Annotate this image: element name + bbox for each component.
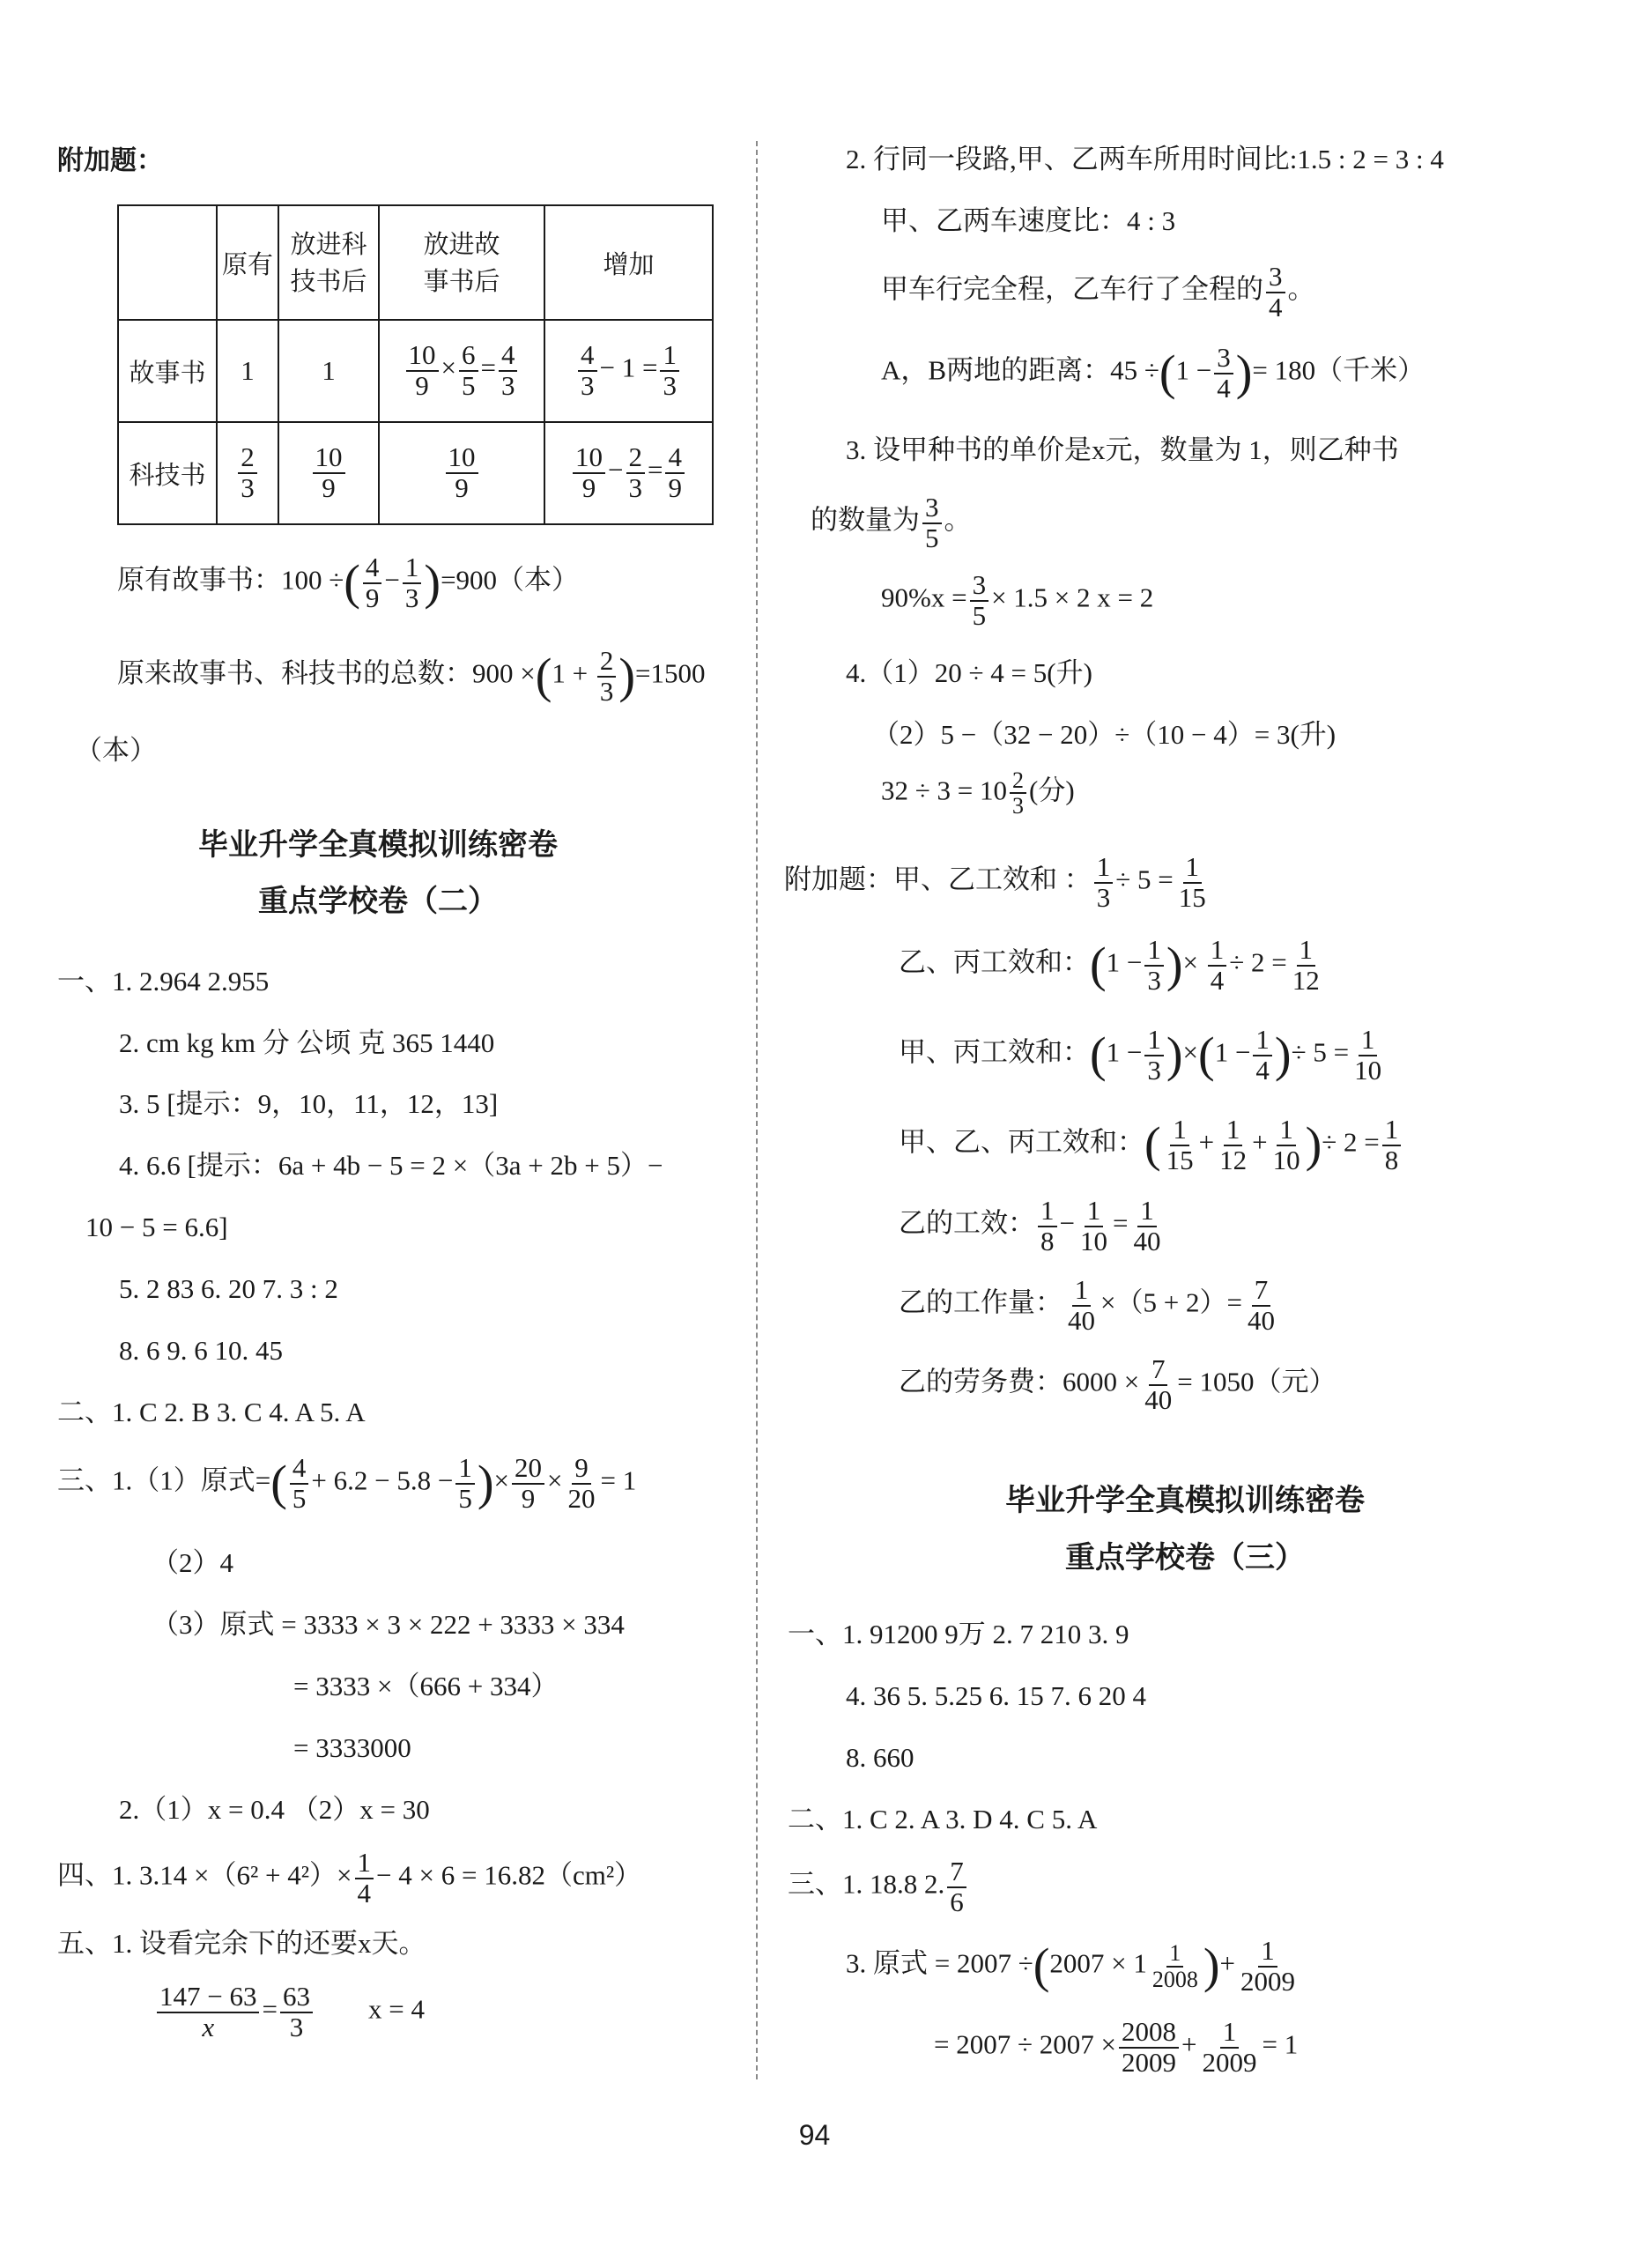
fraction: $\frac{1}{40}$ (1068, 1274, 1095, 1336)
answer-line-expression: 90%x = $\frac{3}{5}$ × 1.5 × 2 x = 2 (881, 569, 1154, 631)
section-title-2: 毕业升学全真模拟训练密卷 (198, 827, 558, 863)
answer-line-expression: = 2007 ÷ 2007 × $\frac{2008}{2009}$ + $\frac{1}{2009}$ = 1 (934, 2016, 1299, 2078)
answer-line-expression: 三、1. 18.8 2. $\frac{7}{6}$ (788, 1857, 969, 1916)
fraction: $\frac{7}{6}$ (947, 1857, 966, 1916)
answer-line: 2. 行同一段路,甲、乙两车所用时间比:1.5 : 2 = 3 : 4 (846, 144, 1444, 174)
fraction: $\frac{3}{5}$ (970, 571, 989, 630)
answer-line: 甲、乙两车速度比：4 : 3 (881, 205, 1176, 236)
fraction: $\frac{1}{15}$ (1166, 1114, 1194, 1175)
section-subtitle-2: 重点学校卷（二） (258, 884, 498, 919)
table-cell-tech-increase: $\frac{10}{9}$ − $\frac{2}{3}$ = $\frac{4}{9}$ (544, 422, 713, 524)
section-title-3: 毕业升学全真模拟训练密卷 (1005, 1483, 1365, 1518)
fraction: $\frac{1}{8}$ (1382, 1115, 1402, 1175)
answer-line-expression: 三、1.（1）原式=( $\frac{4}{5}$ + 6.2 − 5.8 − $\frac{1}{5}$ )× $\frac{20}{9}$ × $\frac{9}{20}$ = 1 (57, 1452, 637, 1514)
fraction: $\frac{10}{9}$ (573, 443, 605, 502)
answer-line-expression: A，B两地的距离：45 ÷(1 − $\frac{3}{4}$ )= 180（千米） (881, 342, 1425, 404)
fraction: $\frac{1}{10}$ (1079, 1195, 1107, 1256)
extra-line-7: 乙的劳务费：6000 × $\frac{7}{40}$ = 1050（元） (899, 1353, 1337, 1415)
fraction: $\frac{1}{3}$ (660, 341, 679, 400)
fraction: $\frac{10}{9}$ (406, 341, 439, 400)
table-cell (278, 422, 379, 524)
table-header-empty (118, 205, 217, 320)
fraction: $\frac{1}{10}$ (1354, 1024, 1382, 1086)
answer-line: 五、1. 设看完余下的还要x天。 (57, 1928, 426, 1959)
table-header-increase: 增加 (544, 205, 713, 320)
answer-line-expression: 甲车行完全程，乙车行了全程的 $\frac{3}{4}$ 。 (881, 261, 1315, 322)
extra-line-5: 乙的工效： $\frac{1}{8}$ − $\frac{1}{10}$ = $\frac{1}{40}$ (899, 1197, 1166, 1256)
answer-line: 8. 660 (846, 1742, 914, 1773)
fraction: $\frac{1}{3}$ (403, 553, 422, 612)
fraction: $\frac{1}{5}$ (455, 1454, 475, 1513)
table-cell (217, 422, 278, 524)
extra-line-1: 附加题：甲、乙工效和 ： $\frac{1}{3}$ ÷ 5 = $\frac{1}{15}$ (784, 853, 1211, 912)
fraction: $\frac{10}{9}$ (446, 443, 478, 502)
answer-line: 10 − 5 = 6.6] (85, 1212, 228, 1242)
fraction: $\frac{63}{3}$ (280, 1983, 313, 2042)
calc-total-unit: （本） (75, 735, 157, 766)
table-header-original: 原有 (217, 205, 278, 320)
table-header-after-story: 放进故 事书后 (379, 205, 544, 320)
fraction: $\frac{1}{12}$ (1292, 934, 1320, 996)
answer-line-equation: $\frac{147 - 63}{x}$ = $\frac{63}{3}$ x = 4 (154, 1983, 425, 2042)
answer-line: 3. 设甲种书的单价是x元，数量为 1，则乙种书 (846, 434, 1399, 465)
answer-line: （2）5 −（32 − 20）÷（10 − 4）= 3(升) (872, 719, 1337, 750)
answer-line: （3）原式 = 3333 × 3 × 222 + 3333 × 334 (152, 1609, 625, 1640)
fraction: $\frac{1}{4}$ (1208, 936, 1227, 995)
extra-line-2: 乙、丙工效和：(1 − $\frac{1}{3}$ )× $\frac{1}{4}$ ÷ 2 = $\frac{1}{12}$ (899, 936, 1325, 995)
answer-line: = 3333000 (293, 1732, 411, 1763)
answer-line: 一、1. 2.964 2.955 (57, 966, 270, 997)
fraction: $\frac{1}{10}$ (1272, 1114, 1300, 1175)
fraction: $\frac{10}{9}$ (313, 443, 345, 502)
answer-line: 4. 36 5. 5.25 6. 15 7. 6 20 4 (846, 1680, 1146, 1711)
extra-line-3: 甲、丙工效和：(1 − $\frac{1}{3}$ )×(1 − $\frac{1}{4}$ )÷ 5 = $\frac{1}{10}$ (899, 1026, 1387, 1085)
answer-line: 二、1. C 2. B 3. C 4. A 5. A (57, 1397, 366, 1427)
table-cell: 1 (217, 320, 278, 422)
fraction: $\frac{1}{2008}$ (1151, 1940, 1198, 1992)
fraction: $\frac{3}{4}$ (1266, 263, 1285, 322)
fraction: $\frac{1}{2009}$ (1202, 2016, 1257, 2078)
left-column (0, 0, 756, 2268)
table-row-story-label: 故事书 (118, 320, 217, 422)
section-subtitle-3: 重点学校卷（三） (1065, 1540, 1305, 1575)
fraction: $\frac{1}{3}$ (1144, 1026, 1164, 1085)
fraction: $\frac{1}{4}$ (355, 1849, 374, 1908)
answer-line: 4.（1）20 ÷ 4 = 5(升) (846, 657, 1092, 688)
answer-line: 二、1. C 2. A 3. D 4. C 5. A (788, 1804, 1098, 1834)
answer-line-expression: 32 ÷ 3 = 10 $\frac{2}{3}$ (分) (881, 767, 1075, 819)
extra-question-label: 附加题： (57, 145, 163, 176)
fraction: $\frac{7}{40}$ (1247, 1274, 1275, 1336)
fraction: $\frac{3}{4}$ (1214, 344, 1233, 403)
fraction: $\frac{2}{3}$ (597, 647, 617, 706)
right-column (775, 0, 1629, 2268)
fraction: $\frac{7}{40}$ (1144, 1353, 1173, 1415)
fraction: $\frac{3}{5}$ (922, 493, 942, 552)
table-cell-story-increase: $\frac{4}{3}$ − 1 = $\frac{1}{3}$ (544, 320, 713, 422)
answer-line-expression: 3. 原式 = 2007 ÷(2007 × 1 $\frac{1}{2008}$ )+ $\frac{1}{2009}$ (846, 1937, 1300, 1996)
fraction: $\frac{1}{2009}$ (1240, 1935, 1296, 1997)
answer-line: 5. 2 83 6. 20 7. 3 : 2 (119, 1273, 338, 1304)
extra-line-6: 乙的工作量： $\frac{1}{40}$ ×（5 + 2）= $\frac{7}{40}$ (899, 1276, 1280, 1335)
answer-line: = 3333 ×（666 + 334） (293, 1671, 559, 1701)
fraction: $\frac{4}{9}$ (363, 553, 382, 612)
answer-line: 2. cm kg km 分 公顷 克 365 1440 (119, 1027, 495, 1058)
fraction: $\frac{4}{9}$ (665, 443, 685, 502)
fraction: $\frac{6}{5}$ (459, 341, 478, 400)
answer-line: 4. 6.6 [提示：6a + 4b − 5 = 2 ×（3a + 2b + 5）− (119, 1150, 663, 1181)
answer-line: 8. 6 9. 6 10. 45 (119, 1335, 283, 1366)
calc-original-story: 原有故事书：100 ÷( $\frac{4}{9}$ − $\frac{1}{3}$ )=900（本） (117, 552, 580, 613)
fraction: $\frac{147 - 63}{x}$ (157, 1983, 259, 2042)
table-cell (379, 422, 544, 524)
answer-line: 一、1. 91200 9万 2. 7 210 3. 9 (788, 1619, 1129, 1649)
answer-line: （2）4 (152, 1547, 233, 1578)
fraction: $\frac{2008}{2009}$ (1119, 2018, 1179, 2077)
fraction: $\frac{20}{9}$ (512, 1454, 544, 1513)
fraction: $\frac{2}{3}$ (238, 443, 257, 502)
fraction: $\frac{4}{3}$ (578, 341, 597, 400)
answer-line-expression: 四、1. 3.14 ×（6² + 4²）× $\frac{1}{4}$ − 4 × 6 = 16.82（cm²） (57, 1847, 642, 1909)
fraction: $\frac{1}{8}$ (1038, 1197, 1057, 1256)
fraction: $\frac{1}{40}$ (1133, 1195, 1161, 1256)
fraction: $\frac{2}{3}$ (1010, 768, 1026, 819)
table-cell: 1 (278, 320, 379, 422)
fraction: $\frac{9}{20}$ (567, 1452, 596, 1514)
fraction: $\frac{1}{3}$ (1094, 853, 1114, 912)
table-row-tech-label: 科技书 (118, 422, 217, 524)
table-header-after-tech: 放进科 技书后 (278, 205, 379, 320)
answer-line: 2.（1）x = 0.4 （2）x = 30 (119, 1794, 430, 1825)
fraction: $\frac{1}{4}$ (1253, 1026, 1272, 1085)
fraction: $\frac{2}{3}$ (626, 443, 646, 502)
page-number: 94 (798, 2119, 831, 2151)
answer-line: 3. 5 [提示：9，10，11，12，13] (119, 1088, 499, 1119)
fraction: $\frac{1}{3}$ (1144, 936, 1164, 995)
extra-line-4: 甲、乙、丙工效和：( $\frac{1}{15}$ + $\frac{1}{12}$ + $\frac{1}{10}$ )÷ 2 = $\frac{1}{8}$ (899, 1115, 1403, 1175)
fraction: $\frac{4}{5}$ (290, 1454, 309, 1513)
fraction: $\frac{1}{15}$ (1178, 851, 1206, 913)
column-divider (756, 141, 758, 2079)
calc-total-books: 原来故事书、科技书的总数：900 ×(1 + $\frac{2}{3}$ )=1500 (117, 645, 706, 707)
answer-table (117, 204, 714, 525)
answer-line-expression: 的数量为 $\frac{3}{5}$ 。 (811, 492, 972, 553)
fraction: $\frac{4}{3}$ (499, 341, 518, 400)
table-cell-story-after: $\frac{10}{9}$ × $\frac{6}{5}$ = $\frac{4}{3}$ (379, 320, 544, 422)
fraction: $\frac{1}{12}$ (1219, 1114, 1248, 1175)
